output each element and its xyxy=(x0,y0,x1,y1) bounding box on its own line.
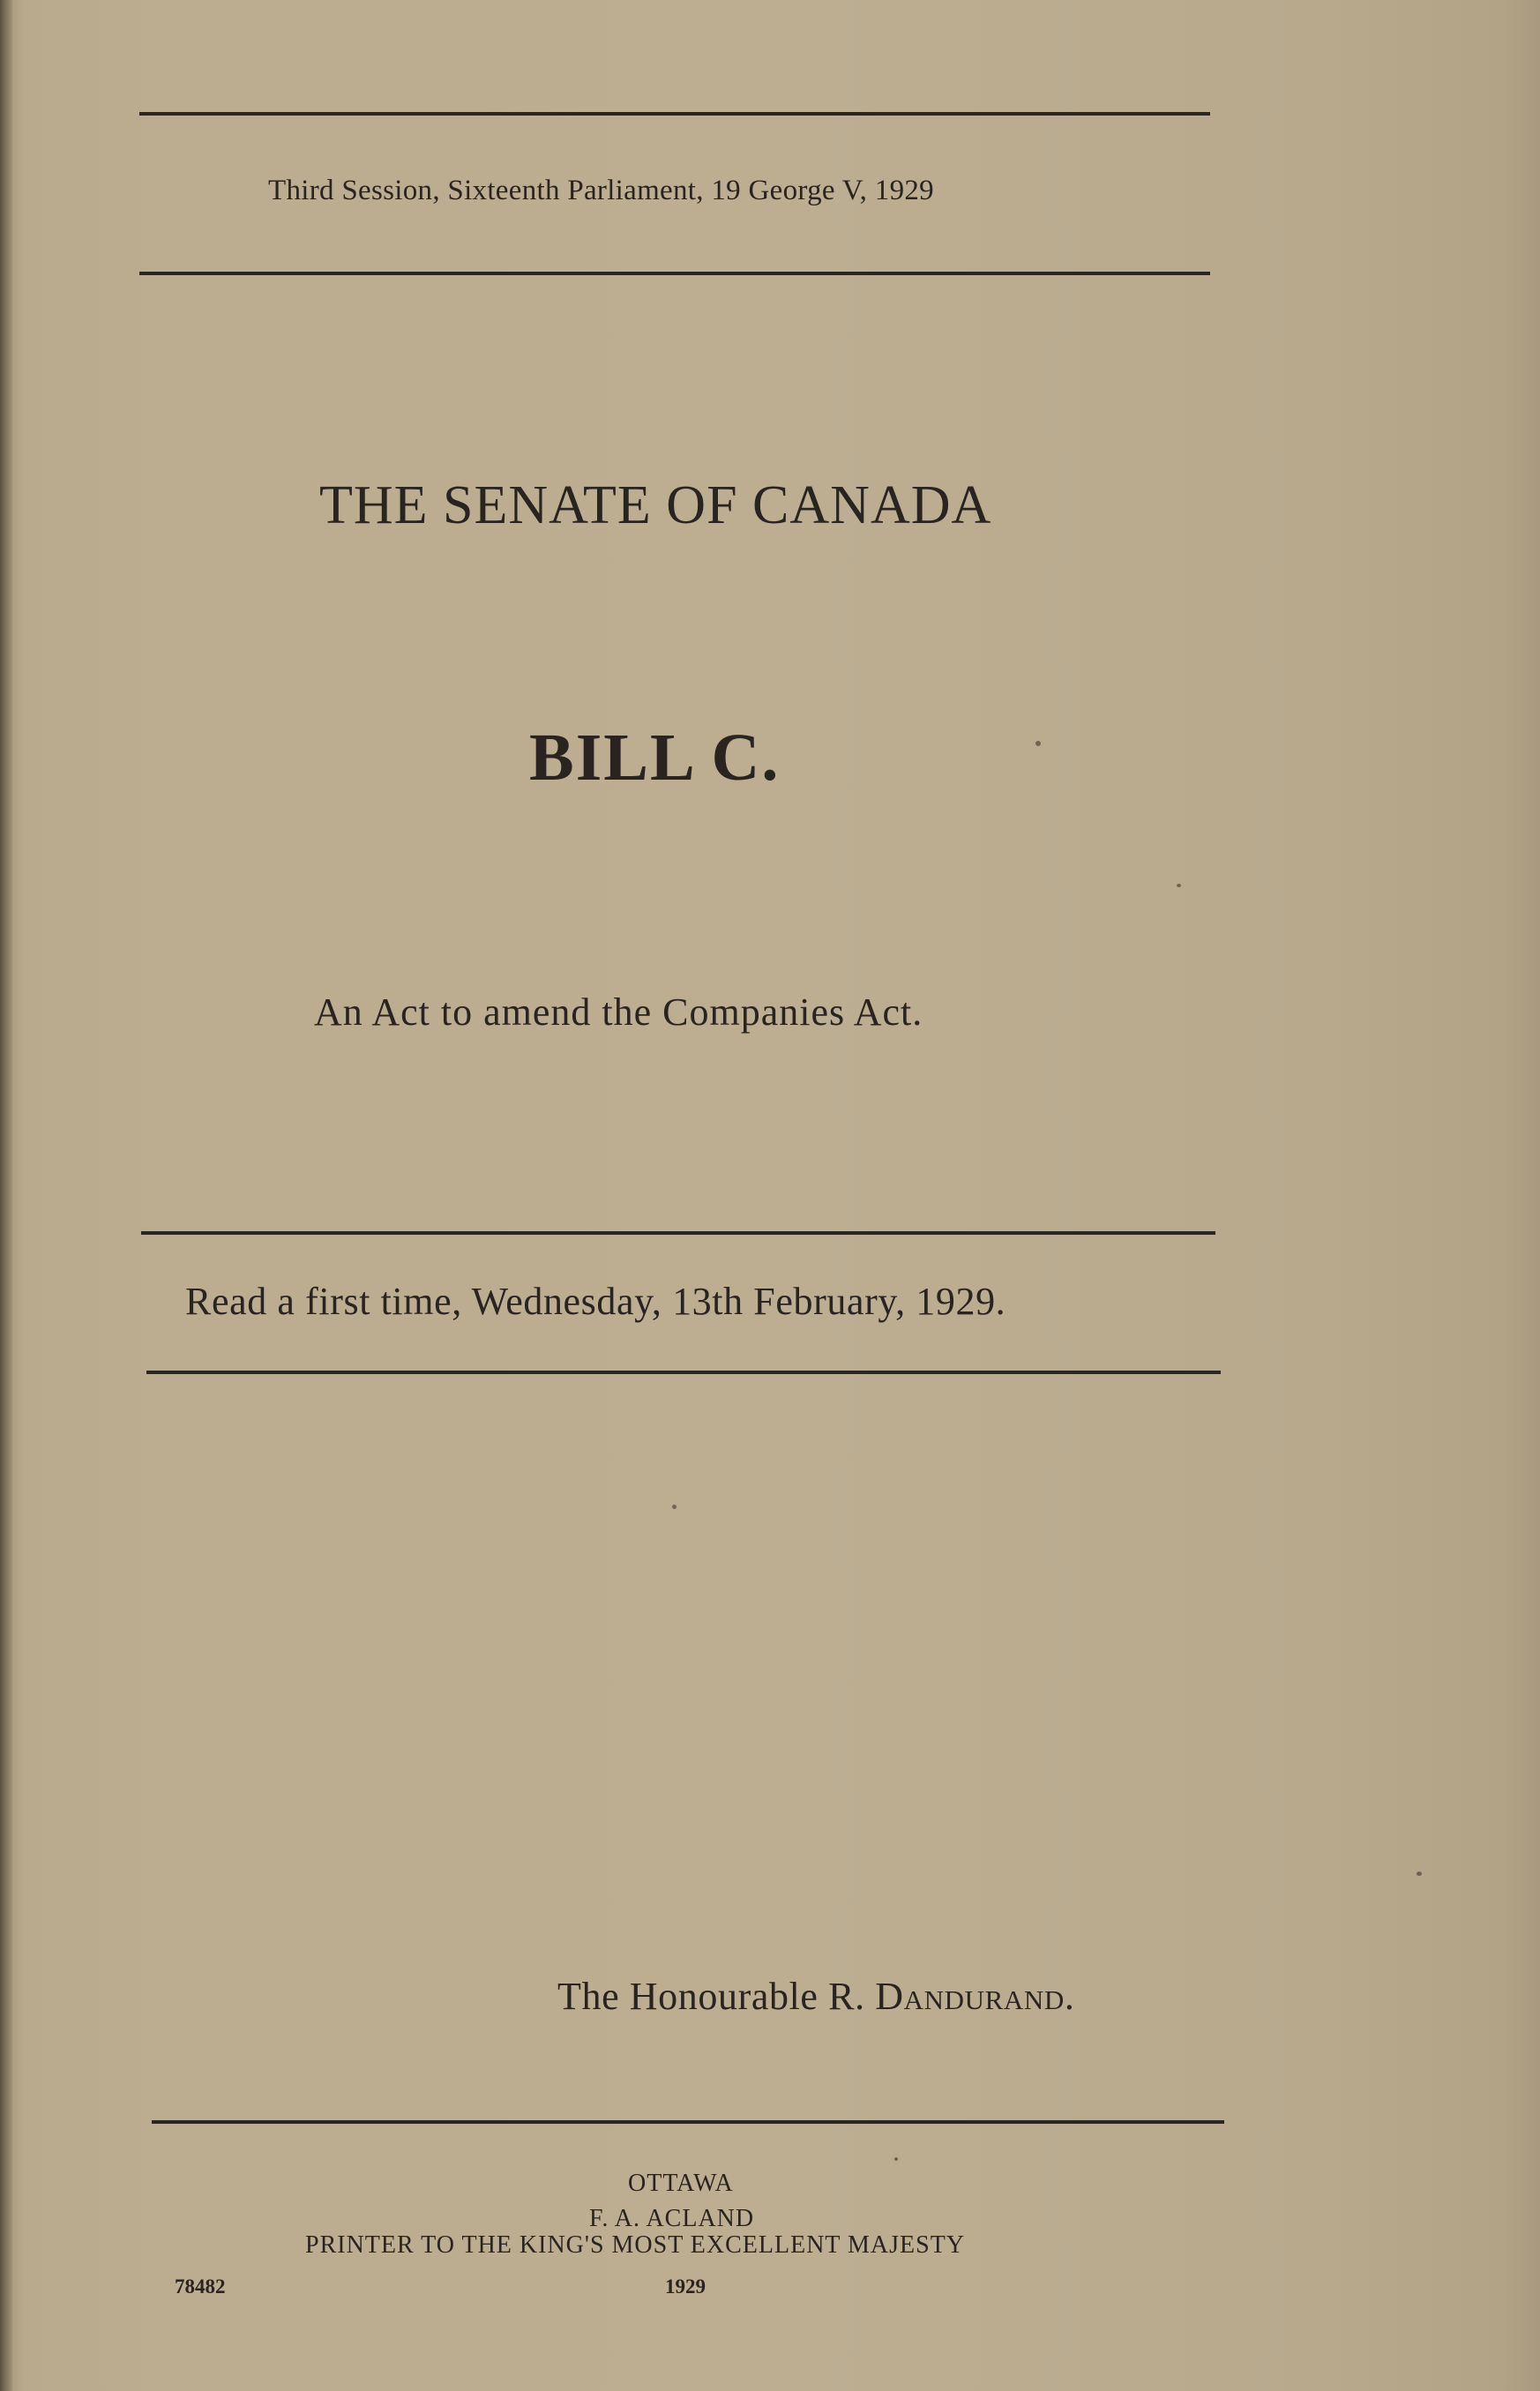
session-line: Third Session, Sixteenth Parliament, 19 George V, 1929 xyxy=(268,175,934,206)
imprint-top-rule xyxy=(152,2120,1224,2124)
bill-title: BILL C. xyxy=(529,721,781,795)
top-rule xyxy=(139,112,1210,116)
sponsor-name: Dandurand. xyxy=(875,1975,1075,2018)
sponsor-prefix: The Honourable R. xyxy=(557,1975,865,2018)
paper-speck xyxy=(894,2157,898,2161)
chamber-title: THE SENATE OF CANADA xyxy=(319,475,992,535)
imprint-printer-title: PRINTER TO THE KING'S MOST EXCELLENT MAJESTY xyxy=(305,2231,966,2259)
binding-spine xyxy=(0,0,12,2391)
print-number: 78482 xyxy=(175,2275,226,2298)
imprint-city: OTTAWA xyxy=(628,2170,734,2197)
reading-bottom-rule xyxy=(146,1371,1221,1374)
session-bottom-rule xyxy=(139,272,1210,275)
reading-line: Read a first time, Wednesday, 13th February, 1929. xyxy=(185,1280,1006,1323)
imprint-printer: F. A. ACLAND xyxy=(589,2205,755,2232)
paper-speck xyxy=(1417,1872,1422,1876)
reading-top-rule xyxy=(141,1231,1215,1235)
act-description: An Act to amend the Companies Act. xyxy=(314,990,923,1034)
paper-speck xyxy=(672,1505,677,1509)
sponsor-line xyxy=(557,1974,1074,2019)
paper-speck xyxy=(1035,741,1041,746)
paper-speck xyxy=(1177,884,1181,887)
imprint-year: 1929 xyxy=(665,2275,706,2298)
